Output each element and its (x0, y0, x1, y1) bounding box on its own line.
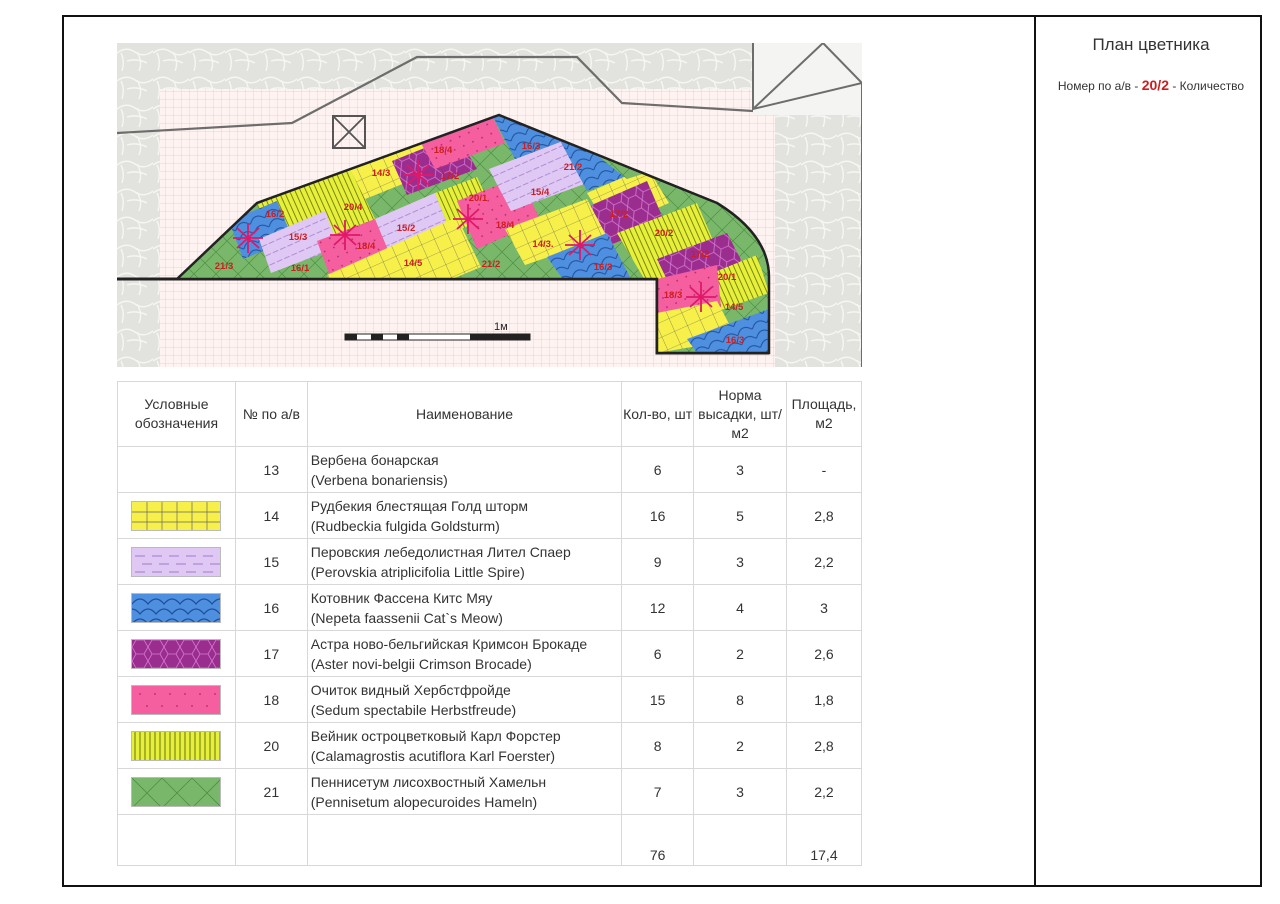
plant-area: 2,8 (786, 723, 861, 769)
plant-name-ru: Перовския лебедолистная Лител Спаер (310, 543, 571, 560)
plan-zone-label: 21/2 (563, 162, 583, 173)
legend-table (117, 381, 862, 866)
plant-name-lat: (Sedum spectabile Herbstfreude) (310, 701, 517, 718)
plant-name-ru: Рудбекия блестящая Голд шторм (310, 497, 529, 514)
plant-qty: 7 (622, 769, 694, 815)
plant-name (307, 447, 621, 493)
plant-name-ru: Вербена бонарская (310, 451, 439, 468)
swatch-purple-hex (131, 639, 221, 669)
plant-name (307, 677, 621, 723)
plan-zone-label: 17/2 (609, 209, 629, 220)
plant-name (307, 769, 621, 815)
total-area: 17,4 (786, 815, 861, 866)
plan-zone-label: 14/3. (532, 239, 554, 250)
plant-number: 20 (235, 723, 307, 769)
plan-zone-label: 16/2 (265, 209, 285, 220)
plan-zone-label: 15/2 (396, 223, 416, 234)
table-row (118, 585, 862, 631)
flowerbed-plan-drawing (117, 43, 862, 367)
plan-zone-label: 16/3 (521, 141, 541, 152)
plant-name (307, 493, 621, 539)
plan-zone-label: 16/1 (290, 263, 310, 274)
plan-zone-label: 15/3 (288, 232, 308, 243)
plan-zone-label: 20/2 (654, 228, 674, 239)
plan-zone-label: 18/4 (433, 145, 453, 156)
header-symbol: Условные обозначения (118, 382, 236, 447)
plant-name (307, 723, 621, 769)
plant-qty: 8 (622, 723, 694, 769)
plant-name-ru: Астра ново-бельгийская Кримсон Брокаде (310, 635, 588, 652)
plan-zone-label: 20/1 (468, 193, 488, 204)
plant-qty: 9 (622, 539, 694, 585)
plant-name-ru: Пеннисетум лисохвостный Хамельн (310, 773, 547, 790)
totals-row (118, 815, 862, 866)
plant-norm: 2 (694, 723, 787, 769)
table-row (118, 677, 862, 723)
plant-number: 15 (235, 539, 307, 585)
plan-zone-label: 20/4 (343, 202, 363, 213)
table-row (118, 493, 862, 539)
plan-zone-label: 18/4 (495, 220, 515, 231)
header-number: № по а/в (235, 382, 307, 447)
plant-number: 16 (235, 585, 307, 631)
plant-number: 18 (235, 677, 307, 723)
plan-zone-label: 20/1 (717, 272, 737, 283)
plan-zone-label: 21/3 (214, 261, 234, 272)
plan-zone-label: 21/2 (481, 259, 501, 270)
plan-zone-label: 17/2 (440, 171, 460, 182)
swatch-yellow-grid (131, 501, 221, 531)
plant-number: 14 (235, 493, 307, 539)
swatch-lilac-dash (131, 547, 221, 577)
plan-title: План цветника (1092, 35, 1210, 54)
swatch-green-diag (131, 777, 221, 807)
note-prefix: Номер по а/в - (1057, 79, 1139, 93)
plan-zone-label: 14/5 (403, 258, 423, 269)
flowerbed-plan (117, 43, 862, 367)
table-row (118, 723, 862, 769)
plan-note (1036, 77, 1266, 93)
plant-qty: 12 (622, 585, 694, 631)
legend-header-row (118, 382, 862, 447)
plant-norm: 2 (694, 631, 787, 677)
plant-name-lat: (Aster novi-belgii Crimson Brocade) (310, 655, 532, 672)
header-name: Наименование (307, 382, 621, 447)
plant-norm: 4 (694, 585, 787, 631)
plant-area: - (786, 447, 861, 493)
plant-qty: 6 (622, 447, 694, 493)
swatch-lime-stripes (131, 731, 221, 761)
plant-name-lat: (Perovskia atriplicifolia Little Spire) (310, 563, 525, 580)
table-row (118, 447, 862, 493)
plant-name-lat: (Rudbeckia fulgida Goldsturm) (310, 517, 500, 534)
plant-qty: 6 (622, 631, 694, 677)
plant-name (307, 539, 621, 585)
legend-swatch (118, 447, 236, 493)
plant-norm: 3 (694, 539, 787, 585)
plan-zone-label: 17/2 (690, 249, 710, 260)
header-area: Площадь, м2 (786, 382, 861, 447)
header-qty: Кол-во, шт (622, 382, 694, 447)
note-suffix: - Количество (1172, 79, 1245, 93)
total-qty: 76 (622, 815, 694, 866)
scale-label: 1м (494, 321, 508, 333)
plant-area: 1,8 (786, 677, 861, 723)
plan-zone-label: 16/3 (593, 262, 613, 273)
plan-zone-label: 16/3 (725, 335, 745, 346)
plant-qty: 15 (622, 677, 694, 723)
table-row (118, 631, 862, 677)
plant-number: 17 (235, 631, 307, 677)
header-norm: Норма высадки, шт/м2 (694, 382, 787, 447)
plan-zone-label: 18/4 (356, 241, 376, 252)
plant-name-lat: (Verbena bonariensis) (310, 471, 448, 488)
plan-zone-label: 14/5 (724, 302, 744, 313)
plant-name-ru: Вейник остроцветковый Карл Форстер (310, 727, 561, 744)
plant-norm: 3 (694, 769, 787, 815)
plant-name-lat: (Calamagrostis acutiflora Karl Foerster) (310, 747, 556, 764)
note-code: 20/2 (1141, 77, 1169, 93)
plant-area: 2,8 (786, 493, 861, 539)
swatch-pink-dots (131, 685, 221, 715)
plant-name-lat: (Nepeta faassenii Cat`s Meow) (310, 609, 503, 626)
table-row (118, 539, 862, 585)
plant-name-ru: Котовник Фассена Китс Мяу (310, 589, 493, 606)
plan-zone-label: 15/4 (530, 187, 550, 198)
plant-area: 2,2 (786, 539, 861, 585)
plant-name-lat: (Pennisetum alopecuroides Hameln) (310, 793, 538, 810)
plant-norm: 5 (694, 493, 787, 539)
plant-name-ru: Очиток видный Хербстфройде (310, 681, 511, 698)
plant-number: 21 (235, 769, 307, 815)
plan-zone-label: 14/3 (371, 168, 391, 179)
plant-area: 2,6 (786, 631, 861, 677)
plant-number: 13 (235, 447, 307, 493)
swatch-blue-scales (131, 593, 221, 623)
title-block (1034, 15, 1264, 887)
plant-norm: 8 (694, 677, 787, 723)
plant-norm: 3 (694, 447, 787, 493)
plant-name (307, 631, 621, 677)
plant-area: 3 (786, 585, 861, 631)
table-row (118, 769, 862, 815)
plan-zone-label: 18/3 (663, 290, 683, 301)
plant-name (307, 585, 621, 631)
plant-qty: 16 (622, 493, 694, 539)
plant-area: 2,2 (786, 769, 861, 815)
